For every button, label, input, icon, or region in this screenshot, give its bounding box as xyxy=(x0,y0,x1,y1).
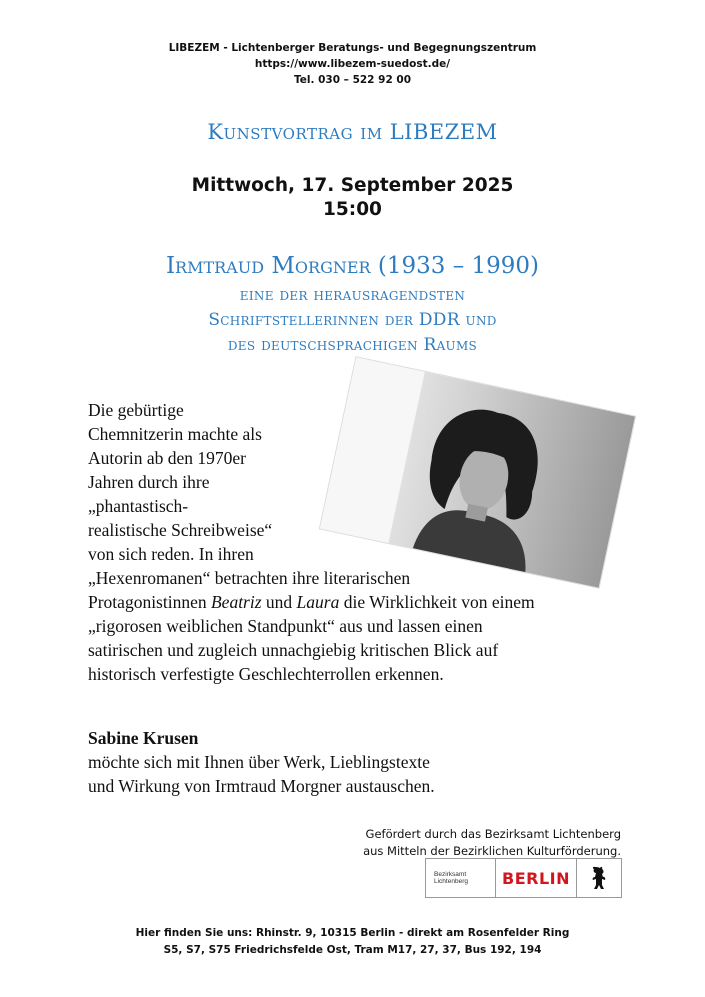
description-narrow xyxy=(88,398,318,566)
beatriz-name: Beatriz xyxy=(210,592,262,612)
description-line: von sich reden. In ihren xyxy=(88,544,254,564)
berlin-logo: BERLIN xyxy=(496,859,577,897)
topic-title: Irmtraud Morgner (1933 – 1990) xyxy=(165,253,540,279)
description xyxy=(88,398,648,686)
footer-transit: S5, S7, S75 Friedrichsfelde Ost, Tram M17, 27, 37, Bus 192, 194 xyxy=(163,944,542,956)
speaker-name: Sabine Krusen xyxy=(88,728,199,748)
description-line: historisch verfestigte Geschlechterrollen erkennen. xyxy=(88,664,444,684)
event-datetime xyxy=(0,174,705,222)
bezirksamt-logo xyxy=(426,859,496,897)
description-line: „phantastisch- xyxy=(88,496,189,516)
subtitle-line: eine der herausragendsten xyxy=(239,285,466,305)
funding-note xyxy=(363,826,621,860)
bezirksamt-logo-line: Lichtenberg xyxy=(434,878,468,885)
org-phone: Tel. 030 – 522 92 00 xyxy=(293,74,412,86)
bear-icon-svg xyxy=(589,865,609,891)
text-span: und xyxy=(261,592,297,612)
org-url: https://www.libezem-suedost.de/ xyxy=(254,58,451,70)
event-type: Kunstvortrag im LIBEZEM xyxy=(207,120,498,144)
subtitle-line: des deutschsprachigen Raums xyxy=(227,335,478,355)
berlin-bear-icon xyxy=(577,859,621,897)
description-line: „Hexenromanen“ betrachten ihre literarischen xyxy=(88,568,411,588)
text-span: die Wirklichkeit von einem xyxy=(339,592,535,612)
footer-address: Hier finden Sie uns: Rhinstr. 9, 10315 Berlin - direkt am Rosenfelder Ring xyxy=(135,927,570,939)
description-line: realistische Schreibweise“ xyxy=(88,520,273,540)
footer-block xyxy=(0,925,705,959)
funding-line: Gefördert durch das Bezirksamt Lichtenberg xyxy=(365,827,621,841)
subtitle-line: Schriftstellerinnen der DDR und xyxy=(208,310,497,330)
speaker-line: und Wirkung von Irmtraud Morgner austauschen. xyxy=(88,776,435,796)
laura-name: Laura xyxy=(296,592,340,612)
description-line: satirischen und zugleich unnachgiebig kritischen Blick auf xyxy=(88,640,499,660)
event-date: Mittwoch, 17. September 2025 xyxy=(191,175,514,196)
funding-line: aus Mitteln der Bezirklichen Kulturförderung. xyxy=(363,844,621,858)
description-line: Autorin ab den 1970er xyxy=(88,448,246,468)
description-line xyxy=(88,590,648,614)
event-time: 15:00 xyxy=(323,199,382,220)
header-block xyxy=(0,40,705,88)
org-name: LIBEZEM - Lichtenberger Beratungs- und Begegnungszentrum xyxy=(168,42,537,54)
description-line: „rigorosen weiblichen Standpunkt“ aus und lassen einen xyxy=(88,616,483,636)
description-line: Die gebürtige xyxy=(88,400,184,420)
description-line: Jahren durch ihre xyxy=(88,472,210,492)
text-span: Protagonistinnen xyxy=(88,592,211,612)
bezirksamt-logo-line: Bezirksamt xyxy=(434,871,467,878)
speaker-block xyxy=(88,726,648,798)
description-line: Chemnitzerin machte als xyxy=(88,424,262,444)
sponsor-logos xyxy=(425,858,622,898)
topic-subtitle xyxy=(0,283,705,358)
speaker-line: möchte sich mit Ihnen über Werk, Lieblingstexte xyxy=(88,752,430,772)
